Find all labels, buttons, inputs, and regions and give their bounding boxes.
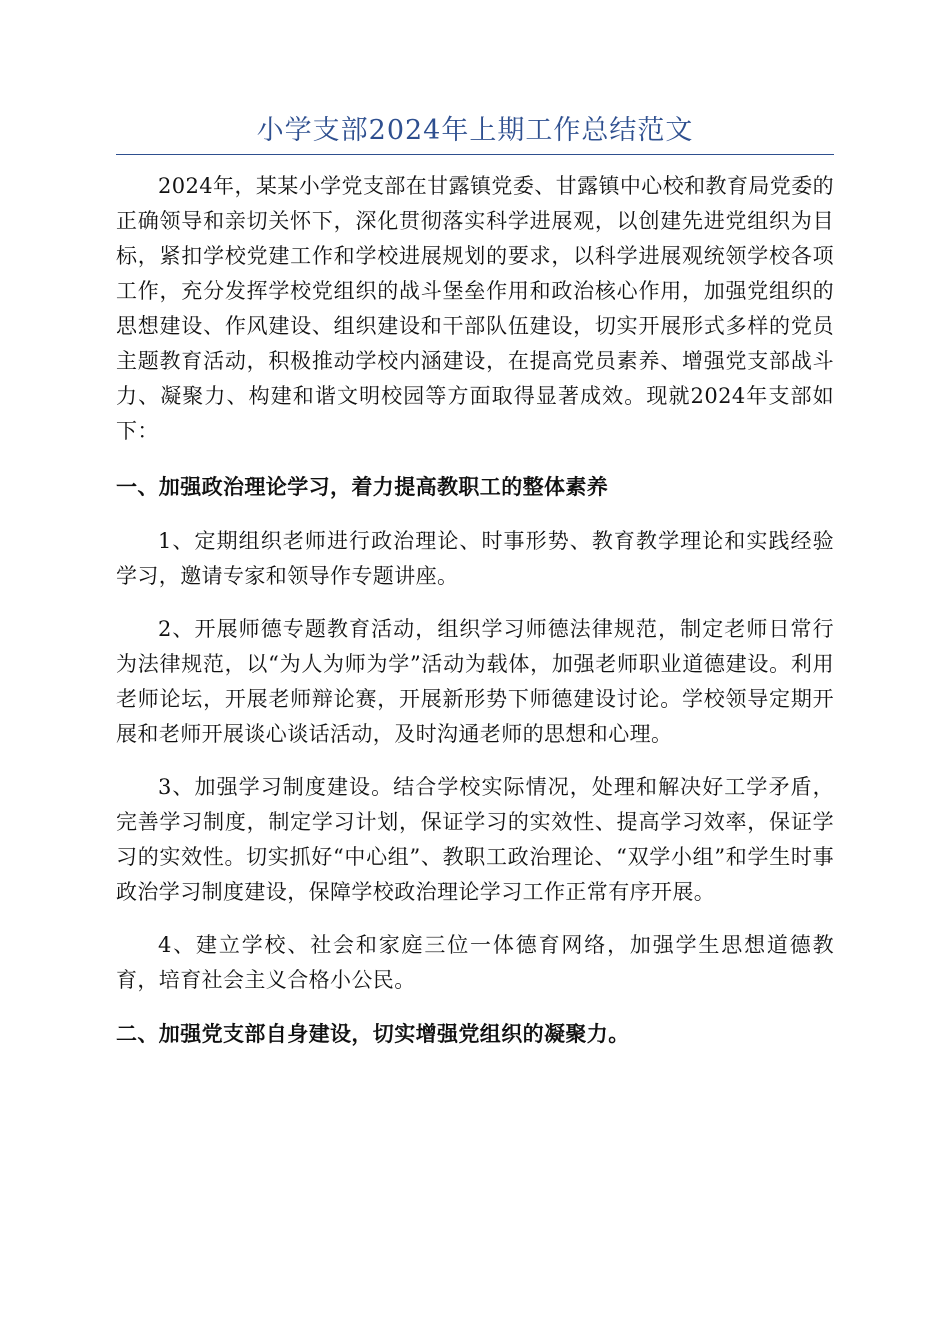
section1-item-1: 1、定期组织老师进行政治理论、时事形势、教育教学理论和实践经验学习，邀请专家和领导作专题讲座。 bbox=[116, 529, 834, 588]
document-page bbox=[116, 108, 834, 1071]
section-heading-2: 二、加强党支部自身建设，切实增强党组织的凝聚力。 bbox=[116, 1021, 630, 1046]
document-title: 小学支部2024年上期工作总结范文 bbox=[256, 115, 694, 146]
section1-item-3: 3、加强学习制度建设。结合学校实际情况，处理和解决好工学矛盾，完善学习制度，制定学习计划，保证学习的实效性、提高学习效率，保证学习的实效性。切实抓好“中心组”、教职工政治理论、“双学小组”和学生时事政治学习制度建设，保障学校政治理论学习工作正常有序开展。 bbox=[116, 775, 834, 904]
section1-item-2: 2、开展师德专题教育活动，组织学习师德法律规范，制定老师日常行为法律规范，以“为人为师为学”活动为载体，加强老师职业道德建设。利用老师论坛，开展老师辩论赛，开展新形势下师德建设讨论。学校领导定期开展和老师开展谈心谈话活动，及时沟通老师的思想和心理。 bbox=[116, 617, 834, 746]
title-underline bbox=[116, 154, 834, 155]
intro-paragraph: 2024年，某某小学党支部在甘露镇党委、甘露镇中心校和教育局党委的正确领导和亲切关怀下，深化贯彻落实科学进展观，以创建先进党组织为目标，紧扣学校党建工作和学校进展规划的要求，以科学进展观统领学校各项工作，充分发挥学校党组织的战斗堡垒作用和政治核心作用，加强党组织的思想建设、作风建设、组织建设和干部队伍建设，切实开展形式多样的党员主题教育活动，积极推动学校内涵建设，在提高党员素养、增强党支部战斗力、凝聚力、构建和谐文明校园等方面取得显著成效。现就2024年支部如下： bbox=[116, 174, 834, 443]
section1-item-4: 4、建立学校、社会和家庭三位一体德育网络，加强学生思想道德教育，培育社会主义合格小公民。 bbox=[116, 933, 834, 992]
section-heading-1: 一、加强政治理论学习，着力提高教职工的整体素养 bbox=[116, 474, 609, 499]
